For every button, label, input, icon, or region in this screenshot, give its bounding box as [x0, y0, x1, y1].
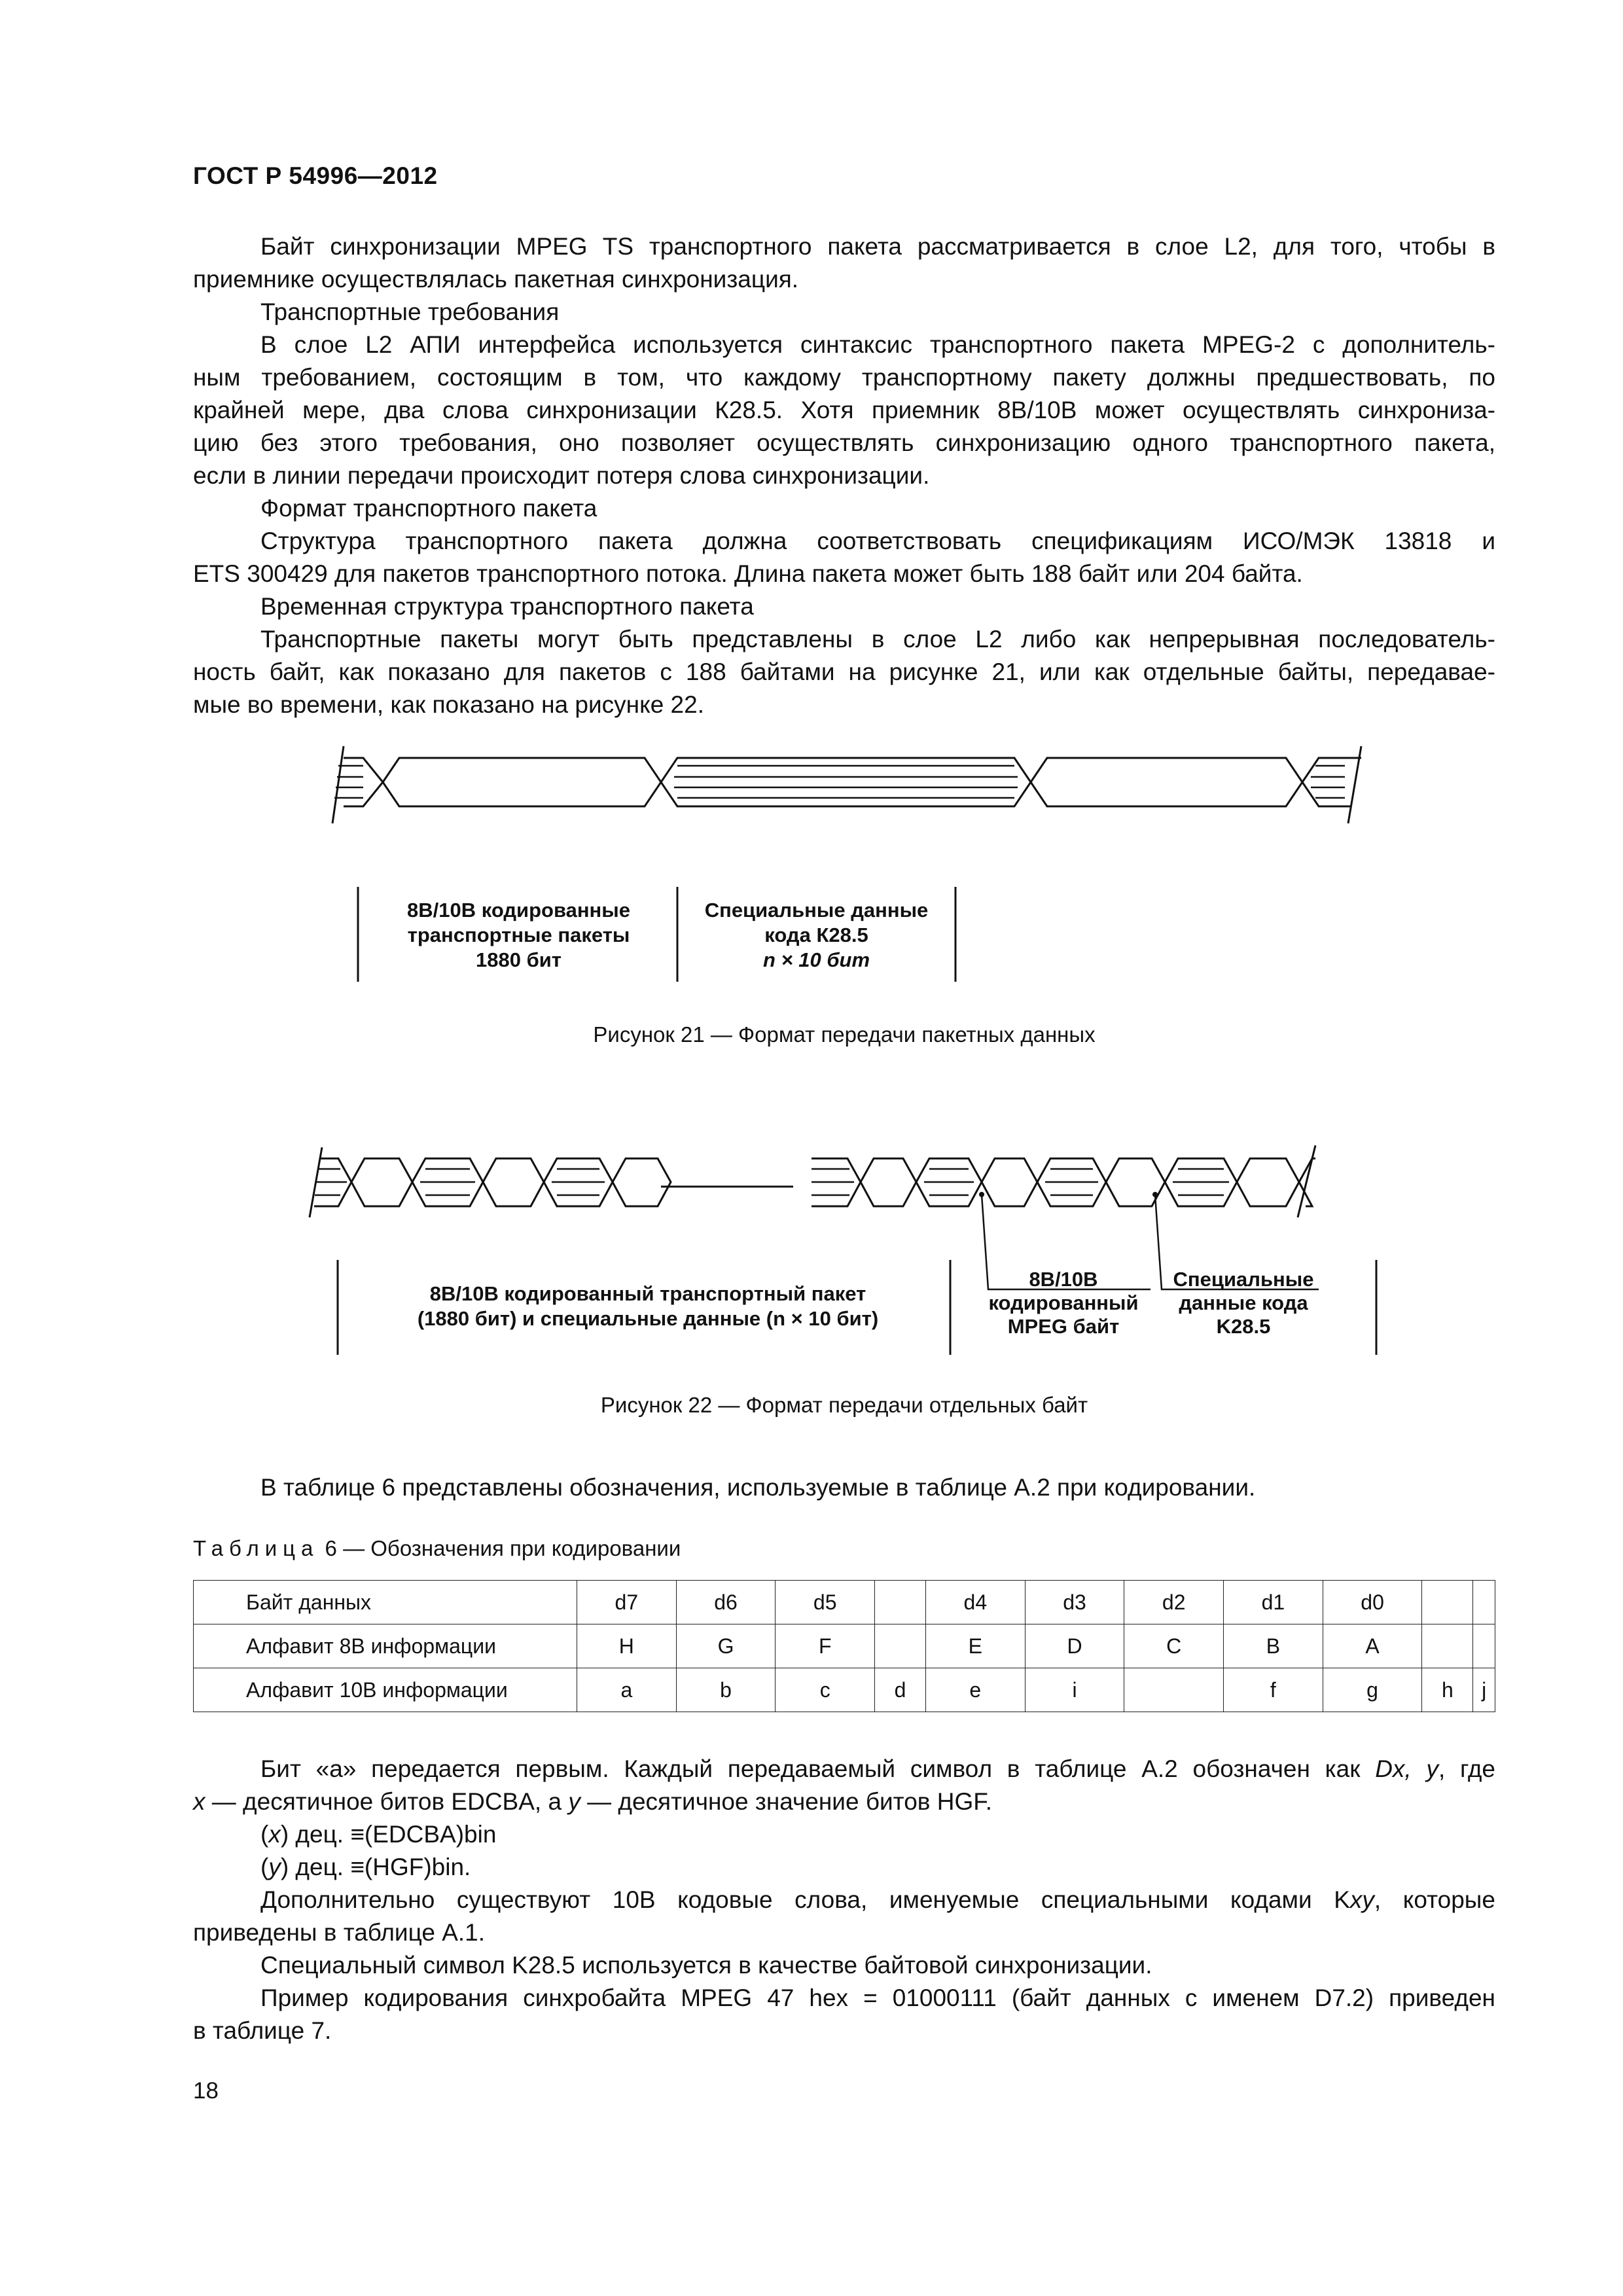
row-label: Байт данных: [194, 1581, 577, 1624]
text-run: , которые: [1374, 1886, 1495, 1913]
table-cell: [1473, 1581, 1495, 1624]
table-cell: [1422, 1581, 1473, 1624]
table-cell: d0: [1323, 1581, 1422, 1624]
table-cell: H: [577, 1624, 677, 1668]
table-row: [194, 1668, 1495, 1712]
paragraph-table-intro: В таблице 6 представлены обозначения, используемые в таблице А.2 при кодировании.: [260, 1474, 1256, 1501]
text-run: Dx, y: [1375, 1755, 1438, 1782]
label-line: кодированный: [988, 1291, 1139, 1314]
table-cell: e: [925, 1668, 1025, 1712]
table-row: [194, 1581, 1495, 1624]
text-line: ным требованием, состоящим в том, что каждому транспортному пакету должны предшествовать, по: [193, 364, 1495, 391]
label-line: 1880 бит: [476, 948, 562, 971]
paragraph-sync-example: [193, 1982, 1495, 2047]
label-line: 8B/10B кодированные: [406, 899, 630, 922]
fig22-label-mpeg: [969, 1268, 1158, 1338]
fig22-label-special: [1155, 1268, 1332, 1338]
text-line: мые во времени, как показано на рисунке 22.: [193, 691, 704, 718]
text-run: , где: [1438, 1755, 1496, 1782]
fig22-label-packet: [353, 1282, 942, 1331]
fig21-label-packets: [366, 898, 671, 973]
page-number: 18: [193, 2078, 219, 2104]
paragraph-k285: Специальный символ K28.5 используется в качестве байтовой синхронизации.: [260, 1952, 1152, 1979]
text-line: ETS 300429 для пакетов транспортного потока. Длина пакета может быть 188 байт или 204 байта.: [193, 560, 1303, 587]
table-cell: d6: [676, 1581, 776, 1624]
text-run: x: [193, 1788, 205, 1815]
table-cell: d7: [577, 1581, 677, 1624]
text-run: x: [268, 1821, 281, 1848]
table-cell: d1: [1224, 1581, 1323, 1624]
label-line: 8B/10B: [1029, 1268, 1098, 1291]
label-line: данные кода: [1179, 1291, 1308, 1314]
fig21-packet-block-2: [1031, 758, 1302, 806]
table-cell: f: [1224, 1668, 1323, 1712]
fig21-label-special: [684, 898, 949, 973]
heading-transport-requirements: Транспортные требования: [260, 298, 560, 325]
text-run: y: [268, 1854, 281, 1880]
table-cell: d: [875, 1668, 926, 1712]
table-cell: G: [676, 1624, 776, 1668]
table-cell: d5: [776, 1581, 875, 1624]
table-body: [194, 1581, 1495, 1712]
text-run: xy: [1349, 1886, 1374, 1913]
table-row: [194, 1624, 1495, 1668]
table-cell: d2: [1124, 1581, 1224, 1624]
table-cell: i: [1025, 1668, 1124, 1712]
text-line: приведены в таблице А.1.: [193, 1919, 486, 1946]
label-line: 8B/10B кодированный транспортный пакет: [429, 1282, 866, 1305]
table-cell: C: [1124, 1624, 1224, 1668]
table-title-rest: 6 — Обозначения при кодировании: [319, 1536, 681, 1560]
text-run: Бит «а» передается первым. Каждый передаваемый символ в таблице А.2 обозначен как: [260, 1755, 1376, 1782]
table-cell: c: [776, 1668, 875, 1712]
document-code-header: ГОСТ Р 54996—2012: [193, 162, 438, 189]
table-cell: E: [925, 1624, 1025, 1668]
table-cell: B: [1224, 1624, 1323, 1668]
table-cell: [1124, 1668, 1224, 1712]
text-line: Байт синхронизации MPEG TS транспортного пакета рассматривается в слое L2, для того, чтобы в: [260, 233, 1495, 260]
table-cell: [1473, 1624, 1495, 1668]
text-line: приемнике осуществлялась пакетная синхронизация.: [193, 266, 799, 293]
label-line: Специальные данные: [704, 899, 929, 922]
fig22-byte-chain-right: [812, 1158, 1315, 1206]
table-cell: [1422, 1624, 1473, 1668]
table-cell: D: [1025, 1624, 1124, 1668]
table-cell: d4: [925, 1581, 1025, 1624]
label-line: MPEG байт: [1007, 1315, 1120, 1338]
text-run: Дополнительно существуют 10B кодовые слова, именуемые специальными кодами K: [260, 1886, 1350, 1913]
table-cell: g: [1323, 1668, 1422, 1712]
text-line: Структура транспортного пакета должна соответствовать спецификациям ИСО/МЭК 13818 и: [260, 528, 1495, 554]
table-word: Таблица: [193, 1536, 319, 1560]
text-run: ) дец. ≡(HGF)bin.: [280, 1854, 471, 1880]
text-line: в таблице 7.: [193, 2017, 332, 2044]
heading-transport-format: Формат транспортного пакета: [260, 495, 597, 522]
text-line: крайней мере, два слова синхронизации К28.5. Хотя приемник 8B/10B может осуществлять синхрониза-: [193, 397, 1495, 423]
table-6-title: [193, 1536, 681, 1561]
formula-x: (x) дец. ≡(EDCBA)bin: [260, 1821, 497, 1848]
row-label: Алфавит 10B информации: [194, 1668, 577, 1712]
text-line: Пример кодирования синхробайта MPEG 47 hex = 01000111 (байт данных с именем D7.2) приведен: [260, 1984, 1495, 2011]
text-line: [193, 1785, 1495, 1818]
text-run: y: [568, 1788, 580, 1815]
text-run: — десятичное значение битов HGF.: [580, 1788, 993, 1815]
text-run: ) дец. ≡(EDCBA)bin: [280, 1821, 497, 1848]
text-line: если в линии передачи происходит потеря слова синхронизации.: [193, 462, 930, 489]
label-line: Специальные: [1173, 1268, 1314, 1291]
table-cell: a: [577, 1668, 677, 1712]
table-cell: [875, 1624, 926, 1668]
table-cell: d3: [1025, 1581, 1124, 1624]
table-cell: b: [676, 1668, 776, 1712]
row-label: Алфавит 8B информации: [194, 1624, 577, 1668]
text-line: В слое L2 АПИ интерфейса используется синтаксис транспортного пакета MPEG-2 с дополнитель-: [260, 331, 1495, 358]
label-line: транспортные пакеты: [407, 924, 630, 946]
text-line: [193, 1753, 1495, 1785]
table-cell: F: [776, 1624, 875, 1668]
figure-22-caption: Рисунок 22 — Формат передачи отдельных байт: [600, 1393, 1088, 1417]
label-line: K28.5: [1216, 1315, 1271, 1338]
text-run: — десятичное битов EDCBA, а: [205, 1788, 569, 1815]
table-cell: A: [1323, 1624, 1422, 1668]
text-line: цию без этого требования, оно позволяет осуществлять синхронизацию одного транспортного пакета,: [193, 429, 1495, 456]
formula-y: (y) дец. ≡(HGF)bin.: [260, 1854, 471, 1880]
text-line: ность байт, как показано для пакетов с 188 байтами на рисунке 21, или как отдельные байты, передавае-: [193, 658, 1495, 685]
label-line: кода К28.5: [764, 924, 868, 946]
table-cell: [875, 1581, 926, 1624]
heading-time-structure: Временная структура транспортного пакета: [260, 593, 754, 620]
table-cell: j: [1473, 1668, 1495, 1712]
table-cell: h: [1422, 1668, 1473, 1712]
table-6-coding-symbols: [193, 1580, 1495, 1712]
fig22-byte-chain-left: [314, 1158, 671, 1206]
fig21-left-edge: [332, 746, 344, 823]
label-line: n × 10 бит: [762, 948, 870, 971]
paragraph-special-codes: [193, 1884, 1495, 1949]
label-line: (1880 бит) и специальные данные (n × 10 бит): [417, 1307, 879, 1330]
fig21-packet-block-1: [383, 758, 661, 806]
paragraph-bit-a: [193, 1753, 1495, 1818]
figure-21-caption: Рисунок 21 — Формат передачи пакетных данных: [593, 1022, 1096, 1047]
text-line: [193, 1884, 1495, 1916]
text-line: Транспортные пакеты могут быть представлены в слое L2 либо как непрерывная последователь-: [260, 626, 1495, 653]
